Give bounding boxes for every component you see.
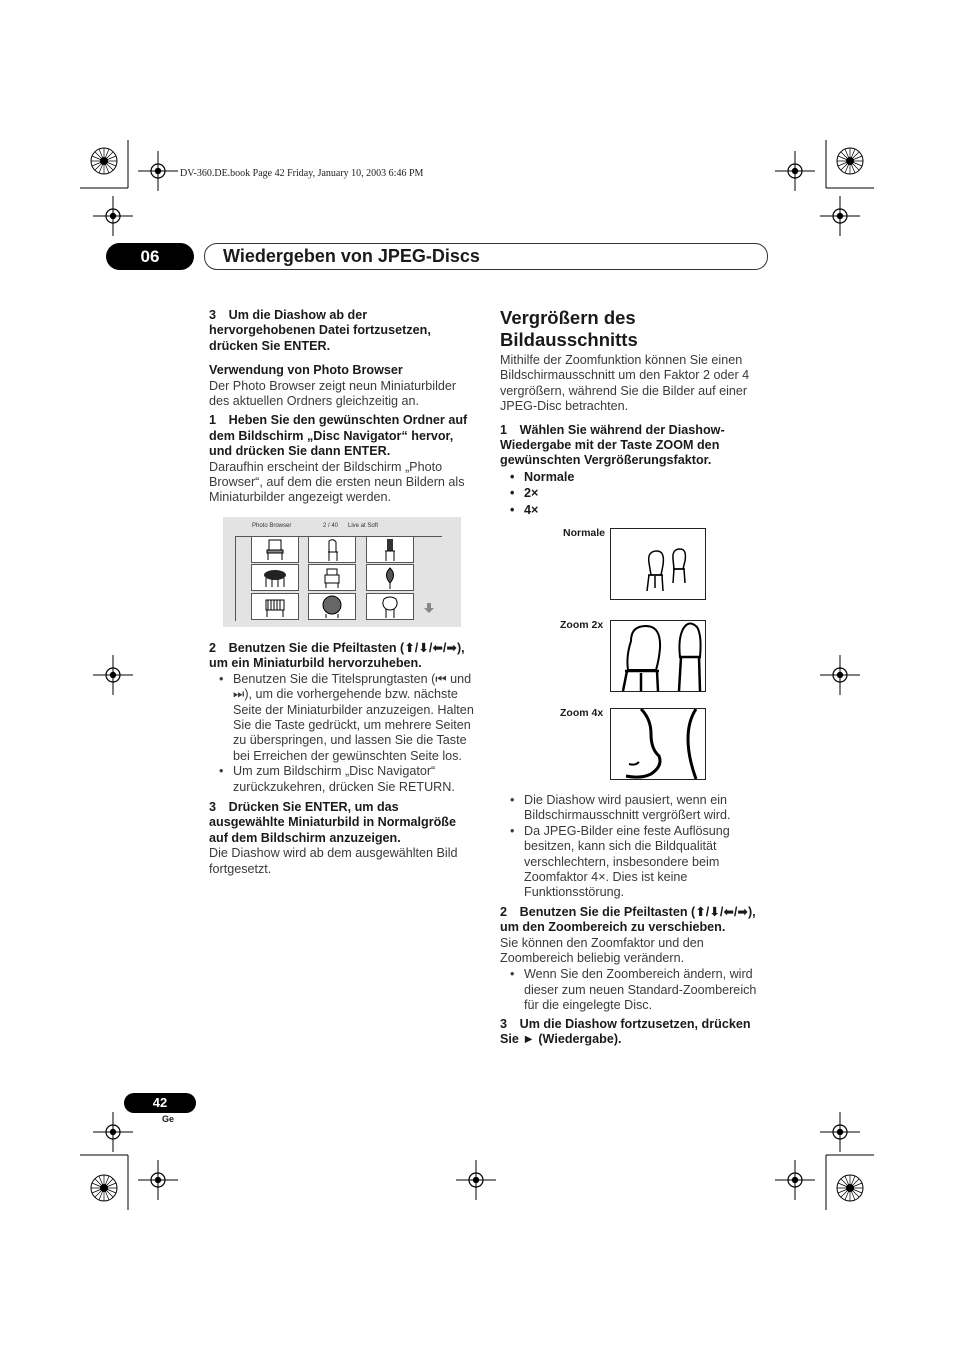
left-step2-title: 2 Benutzen Sie die Pfeiltasten (⬆/⬇/⬅/➡), um ein Miniaturbild hervorzuheben. bbox=[209, 641, 465, 671]
photo-browser-screenshot bbox=[223, 517, 461, 627]
browser-disc-name: Live at Soft bbox=[348, 523, 379, 529]
thumbnail[interactable] bbox=[251, 564, 299, 591]
left-column bbox=[209, 308, 477, 506]
language-code: Ge bbox=[162, 1114, 175, 1124]
thumbnail[interactable] bbox=[308, 536, 356, 563]
list-item: • Benutzen Sie die Titelsprungtasten (⏮ und ⏭), um die vorhergehende bzw. nächste Seite der Miniaturbilder anzuzeigen. Halten Sie die Taste gedrückt, um mehrere Seiten zu überspringen, und lassen Sie die Taste bei Erreichen der gewünschten Seite los. bbox=[209, 672, 477, 764]
thumbnail[interactable] bbox=[308, 564, 356, 591]
thumbnail[interactable] bbox=[366, 564, 414, 591]
section-heading-line2: Bildausschnitts bbox=[500, 329, 638, 350]
book-meta-line: DV-360.DE.book Page 42 Friday, January 10, 2003 6:46 PM bbox=[180, 168, 424, 179]
scroll-down-arrow-icon[interactable] bbox=[424, 603, 434, 613]
thumbnail[interactable] bbox=[251, 536, 299, 563]
thumbnail[interactable] bbox=[366, 536, 414, 563]
list-item: • Da JPEG-Bilder eine feste Auflösung besitzen, kann sich die Bildqualität verschlechtern, insbesondere beim Zoomfaktor 4×. Dies ist keine Funktionsstörung. bbox=[500, 824, 768, 901]
zoom-2x-image bbox=[610, 620, 706, 692]
right-step2-title: 2 Benutzen Sie die Pfeiltasten (⬆/⬇/⬅/➡), um den Zoombereich zu verschieben. bbox=[500, 904, 756, 935]
zoom-notes-list bbox=[500, 793, 768, 901]
left-step1-title: 1 Heben Sie den gewünschten Ordner auf dem Bildschirm „Disc Navigator“ hervor, und drücken Sie dann ENTER. bbox=[209, 413, 468, 459]
list-item: • Die Diashow wird pausiert, wenn ein Bildschirmausschnitt vergrößert wird. bbox=[500, 793, 768, 824]
zoom-normal-image bbox=[610, 528, 706, 600]
photo-browser-intro: Der Photo Browser zeigt neun Miniaturbilder des aktuellen Ordners gleichzeitig an. bbox=[209, 378, 457, 409]
left-step2-bullets bbox=[209, 672, 477, 795]
list-item: • Um zum Bildschirm „Disc Navigator“ zurückzukehren, drücken Sie RETURN. bbox=[209, 764, 477, 795]
right-column-lower bbox=[500, 793, 768, 1048]
right-step2-body: Sie können den Zoomfaktor und den Zoombereich beliebig verändern. bbox=[500, 935, 704, 966]
zoom-area-notes-list bbox=[500, 967, 768, 1013]
thumbnail[interactable] bbox=[251, 593, 299, 620]
right-step3-title: 3 Um die Diashow fortzusetzen, drücken Sie ► (Wiedergabe). bbox=[500, 1016, 751, 1047]
zoom-4x-image bbox=[610, 708, 706, 780]
zoom-intro: Mithilfe der Zoomfunktion können Sie einen Bildschirmausschnitt um den Faktor 2 oder 4 vergrößern, während Sie die Bilder auf einer JPEG-Disc betrachten. bbox=[500, 353, 750, 414]
list-item: • 2× bbox=[500, 486, 768, 501]
right-step1-title: 1 Wählen Sie während der Diashow-Wiedergabe mit der Taste ZOOM den gewünschten Vergrößerungsfaktor. bbox=[500, 422, 725, 468]
left-step3-title: 3 Um die Diashow ab der hervorgehobenen Datei fortzusetzen, drücken Sie ENTER. bbox=[209, 308, 431, 353]
section-heading-line1: Vergrößern des bbox=[500, 307, 636, 328]
zoom-options-list bbox=[500, 470, 768, 518]
left-step1-body: Daraufhin erscheint der Bildschirm „Photo Browser“, auf dem die ersten neun Bildern als Miniaturbilder angezeigt werden. bbox=[209, 459, 465, 505]
left-step3b-title: 3 Drücken Sie ENTER, um das ausgewählte Miniaturbild in Normalgröße auf dem Bildschirm anzuzeigen. bbox=[209, 800, 457, 845]
list-item: • Wenn Sie den Zoombereich ändern, wird dieser zum neuen Standard-Zoombereich für die eingelegte Disc. bbox=[500, 967, 768, 1013]
thumbnail[interactable] bbox=[308, 593, 356, 620]
left-step3b-body: Die Diashow wird ab dem ausgewählten Bild fortgesetzt. bbox=[209, 846, 458, 876]
browser-page-counter: 2 / 40 bbox=[323, 523, 339, 529]
chapter-title: Wiedergeben von JPEG-Discs bbox=[223, 246, 480, 266]
zoom-label-2x: Zoom 2x bbox=[560, 619, 604, 631]
chapter-number-badge: 06 bbox=[106, 243, 194, 270]
zoom-label-4x: Zoom 4x bbox=[560, 707, 604, 719]
photo-browser-heading: Verwendung von Photo Browser bbox=[209, 363, 403, 378]
list-item: • Normale bbox=[500, 470, 768, 485]
browser-title: Photo Browser bbox=[252, 523, 292, 529]
left-column-lower bbox=[209, 641, 477, 877]
chapter-title-bar bbox=[204, 243, 768, 270]
list-item: • 4× bbox=[500, 503, 768, 518]
right-column bbox=[500, 307, 768, 518]
thumbnail[interactable] bbox=[366, 593, 414, 620]
zoom-label-normal: Normale bbox=[563, 527, 606, 539]
page-number-badge: 42 bbox=[124, 1093, 196, 1113]
